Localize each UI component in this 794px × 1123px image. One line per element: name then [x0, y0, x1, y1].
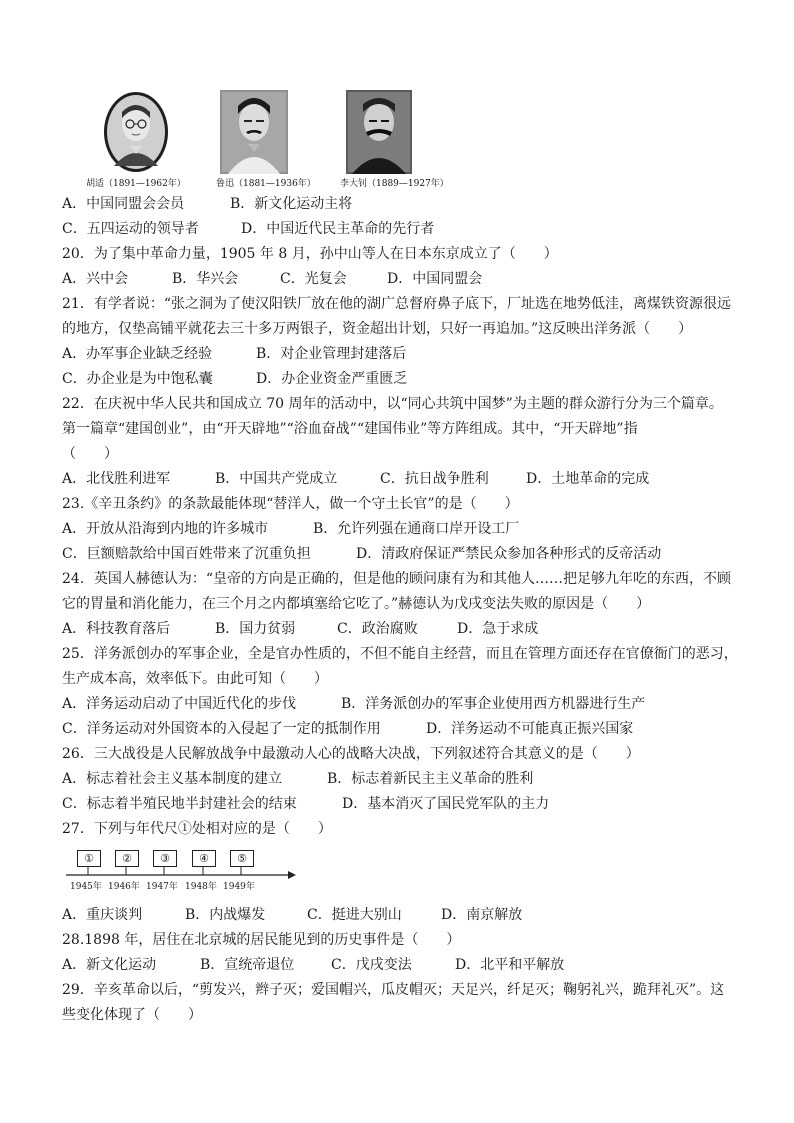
- timeline-box-2: ②: [115, 850, 139, 867]
- q25-stem-line-2: 生产成本高，效率低下。由此可知（ ）: [62, 671, 328, 687]
- q21-option-b[interactable]: B．对企业管理封建落后: [256, 346, 407, 362]
- q21-option-d[interactable]: D．办企业资金严重匮乏: [256, 371, 408, 387]
- q24-option-c[interactable]: C．政治腐败: [337, 621, 418, 637]
- q24-option-d[interactable]: D．急于求成: [457, 621, 539, 637]
- portrait-caption: 李大钊（1889—1927年）: [340, 179, 449, 189]
- q28-option-d[interactable]: D．北平和平解放: [455, 957, 565, 973]
- portrait-lu-xun-image: [220, 90, 288, 174]
- q22-stem-line-2: 第一篇章“建国创业”，由“开天辟地”“浴血奋战”“建国伟业”等方阵组成。其中，“开天辟地”指: [62, 421, 638, 437]
- q26-option-a[interactable]: A．标志着社会主义基本制度的建立: [62, 771, 283, 787]
- q27-option-d[interactable]: D．南京解放: [441, 907, 523, 923]
- timeline-year-1948: 1948年: [185, 882, 217, 892]
- q23-option-c[interactable]: C．巨额赔款给中国百姓带来了沉重负担: [62, 546, 311, 562]
- portrait-caption: 胡适（1891—1962年）: [86, 179, 186, 189]
- q23-option-b[interactable]: B．允许列强在通商口岸开设工厂: [313, 521, 520, 537]
- q22-option-a[interactable]: A．北伐胜利进军: [62, 471, 171, 487]
- q20-stem: 20．为了集中革命力量，1905 年 8 月，孙中山等人在日本东京成立了（ ）: [62, 246, 558, 262]
- q28-option-b[interactable]: B．宣统帝退位: [200, 957, 295, 973]
- q21-option-a[interactable]: A．办军事企业缺乏经验: [62, 346, 213, 362]
- q29-stem-line-2: 些变化体现了（ ）: [62, 1007, 202, 1023]
- q25-stem-line-1: 25．洋务派创办的军事企业，全是官办性质的，不但不能自主经营，而且在管理方面还存在官僚衙门的恶习，: [62, 646, 738, 662]
- portrait-hu-shi-image: [96, 90, 176, 174]
- q21-stem-line-1: 21．有学者说：“张之洞为了使汉阳铁厂放在他的湖广总督府鼻子底下，厂址选在地势低洼，离煤铁资源很远: [62, 296, 731, 312]
- q19-option-b[interactable]: B．新文化运动主将: [230, 196, 353, 212]
- q19-option-d[interactable]: D．中国近代民主革命的先行者: [241, 221, 435, 237]
- q20-option-c[interactable]: C．光复会: [280, 271, 347, 287]
- q24-option-a[interactable]: A．科技教育落后: [62, 621, 171, 637]
- q28-option-a[interactable]: A．新文化运动: [62, 957, 157, 973]
- q22-stem-line-3: （ ）: [62, 446, 118, 462]
- q22-option-d[interactable]: D．土地革命的完成: [526, 471, 650, 487]
- timeline-year-1947: 1947年: [146, 882, 178, 892]
- q24-option-b[interactable]: B．国力贫弱: [215, 621, 296, 637]
- q25-option-a[interactable]: A．洋务运动启动了中国近代化的步伐: [62, 696, 297, 712]
- timeline-box-5: ⑤: [230, 850, 254, 867]
- q25-option-b[interactable]: B．洋务派创办的军事企业使用西方机器进行生产: [341, 696, 646, 712]
- q19-options-row-1: [62, 194, 184, 214]
- q19-option-c[interactable]: C．五四运动的领导者: [62, 221, 199, 237]
- timeline-box-4: ④: [192, 850, 216, 867]
- q24-stem-line-1: 24．英国人赫德认为：“皇帝的方向是正确的，但是他的顾问康有为和其他人……把足够九年吃的东西，不顾: [62, 571, 731, 587]
- q27-stem: 27．下列与年代尺①处相对应的是（ ）: [62, 821, 332, 837]
- q22-option-b[interactable]: B．中国共产党成立: [215, 471, 338, 487]
- portrait-photos: [64, 90, 449, 190]
- q21-stem-line-2: 的地方，仅垫高铺平就花去三十多万两银子，资金超出计划，只好一再追加。”这反映出洋务派（ ）: [62, 321, 693, 337]
- q24-stem-line-2: 它的胃量和消化能力，在三个月之内都填塞给它吃了。”赫德认为戊戌变法失败的原因是（ ）: [62, 596, 651, 612]
- q26-option-b[interactable]: B．标志着新民主主义革命的胜利: [327, 771, 534, 787]
- q27-option-c[interactable]: C．挺进大别山: [307, 907, 402, 923]
- timeline-box-3: ③: [153, 850, 177, 867]
- q27-option-b[interactable]: B．内战爆发: [185, 907, 266, 923]
- portrait-caption: 鲁迅（1881—1936年）: [216, 179, 316, 189]
- q28-option-c[interactable]: C．戊戌变法: [331, 957, 412, 973]
- timeline-year-1949: 1949年: [223, 882, 255, 892]
- q25-option-d[interactable]: D．洋务运动不可能真正振兴国家: [426, 721, 634, 737]
- q26-stem: 26．三大战役是人民解放战争中最激动人心的战略大决战，下列叙述符合其意义的是（ ）: [62, 746, 640, 762]
- q27-option-a[interactable]: A．重庆谈判: [62, 907, 143, 923]
- q21-option-c[interactable]: C．办企业是为中饱私囊: [62, 371, 213, 387]
- timeline-year-1945: 1945年: [70, 882, 102, 892]
- q22-stem-line-1: 22．在庆祝中华人民共和国成立 70 周年的活动中，以“同心共筑中国梦”为主题的群众游行分为三个篇章。: [62, 396, 723, 412]
- q26-option-d[interactable]: D．基本消灭了国民党军队的主力: [342, 796, 550, 812]
- q25-option-c[interactable]: C．洋务运动对外国资本的入侵起了一定的抵制作用: [62, 721, 381, 737]
- q20-option-a[interactable]: A．兴中会: [62, 271, 129, 287]
- q19-option-a[interactable]: A．中国同盟会会员: [62, 196, 185, 212]
- q26-option-c[interactable]: C．标志着半殖民地半封建社会的结束: [62, 796, 297, 812]
- q29-stem-line-1: 29．辛亥革命以后，“剪发兴，辫子灭；爱国帽兴，瓜皮帽灭；天足兴，纤足灭；鞠躬礼兴，跪拜礼灭”。这: [62, 982, 725, 998]
- q23-stem: 23.《辛丑条约》的条款最能体现“替洋人，做一个守土长官”的是（ ）: [62, 496, 519, 512]
- q20-option-d[interactable]: D．中国同盟会: [387, 271, 483, 287]
- q23-option-d[interactable]: D．清政府保证严禁民众参加各种形式的反帝活动: [356, 546, 662, 562]
- q22-option-c[interactable]: C．抗日战争胜利: [380, 471, 489, 487]
- timeline-box-1: ①: [77, 850, 101, 867]
- timeline-year-1946: 1946年: [108, 882, 140, 892]
- q28-stem: 28.1898 年，居住在北京城的居民能见到的历史事件是（ ）: [62, 932, 461, 948]
- q20-option-b[interactable]: B．华兴会: [172, 271, 239, 287]
- year-timeline: [66, 848, 296, 892]
- portrait-li-dazhao-image: [346, 90, 412, 174]
- q23-option-a[interactable]: A．开放从沿海到内地的许多城市: [62, 521, 269, 537]
